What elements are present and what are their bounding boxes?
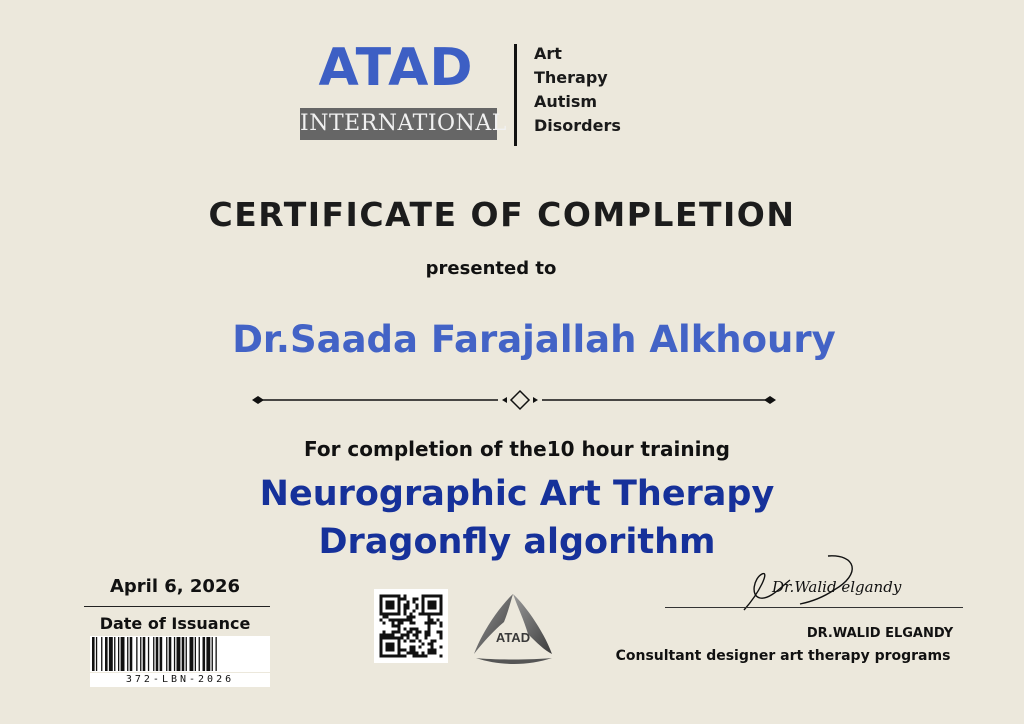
certificate-title: CERTIFICATE OF COMPLETION: [208, 195, 796, 234]
logo-tagline-line: Therapy: [534, 68, 608, 87]
presented-to-label: presented to: [425, 258, 557, 279]
course-title-line-1: Neurographic Art Therapy: [259, 474, 775, 514]
signature-line: [665, 607, 963, 608]
signer-title: Consultant designer art therapy programs: [615, 648, 951, 664]
issue-date-label: Date of Issuance: [99, 614, 251, 633]
course-title-line-2: Dragonfly algorithm: [318, 522, 716, 562]
atad-emblem-logo: [470, 592, 556, 666]
logo-tagline-line: Art: [534, 44, 562, 63]
logo-tagline-line: Autism: [534, 92, 598, 111]
completion-text: For completion of the10 hour training: [304, 437, 730, 461]
signer-name: DR.WALID ELGANDY: [806, 626, 954, 641]
signature-graphic: [730, 552, 910, 618]
recipient-name: Dr.Saada Farajallah Alkhoury: [232, 318, 836, 361]
signature-script: Dr.Walid elgandy: [772, 578, 902, 596]
barcode-number: 372-LBN-2026: [90, 673, 270, 687]
logo-wordmark: ATAD: [318, 38, 474, 98]
qr-code-icon: [374, 589, 448, 663]
issue-date: April 6, 2026: [109, 576, 241, 597]
logo-tagline-line: Disorders: [534, 116, 621, 135]
barcode-icon: [90, 636, 270, 672]
emblem-text: ATAD: [495, 630, 531, 645]
logo-subtitle: INTERNATIONAL: [300, 108, 497, 140]
issue-date-underline: [84, 606, 270, 607]
ornamental-divider: [250, 388, 790, 412]
logo-tagline: [534, 42, 621, 138]
logo-divider: [514, 44, 517, 146]
